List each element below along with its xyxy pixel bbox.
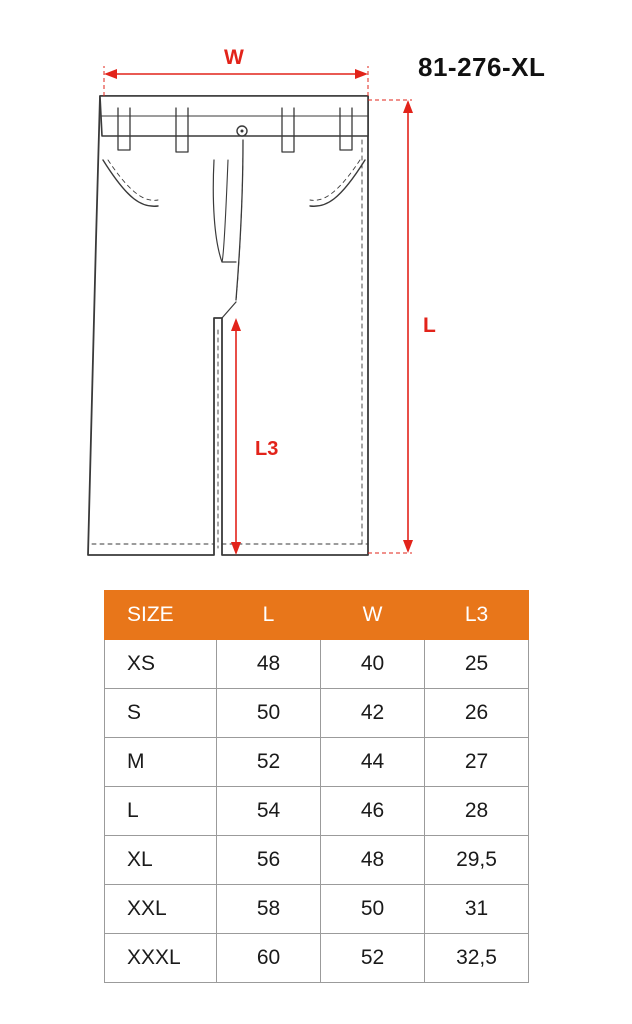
cell-size: XL: [105, 836, 217, 885]
cell-w: 44: [321, 738, 425, 787]
table-row: [105, 689, 529, 738]
cell-size: L: [105, 787, 217, 836]
cell-l3: 27: [425, 738, 529, 787]
cell-l3: 25: [425, 640, 529, 689]
product-code: 81-276-XL: [418, 52, 546, 82]
cell-size: XXL: [105, 885, 217, 934]
cell-l: 54: [217, 787, 321, 836]
arrow-l-bottom: [403, 540, 413, 553]
cell-l3: 31: [425, 885, 529, 934]
dimension-label-l: L: [423, 314, 436, 337]
waist-button-hole: [241, 130, 244, 133]
cell-w: 42: [321, 689, 425, 738]
table-row: [105, 836, 529, 885]
cell-l3: 32,5: [425, 934, 529, 983]
table-header-row: [105, 591, 529, 640]
cell-l3: 29,5: [425, 836, 529, 885]
cell-w: 46: [321, 787, 425, 836]
table-header-size: SIZE: [105, 591, 217, 640]
table-row: [105, 738, 529, 787]
cell-l: 58: [217, 885, 321, 934]
cell-w: 50: [321, 885, 425, 934]
table-header-l3: L3: [425, 591, 529, 640]
arrow-w-right: [355, 69, 368, 79]
dimension-label-w: W: [224, 46, 244, 69]
arrow-l-top: [403, 100, 413, 113]
cell-l3: 28: [425, 787, 529, 836]
table-row: [105, 787, 529, 836]
cell-size: M: [105, 738, 217, 787]
cell-l: 50: [217, 689, 321, 738]
cell-l: 52: [217, 738, 321, 787]
cell-size: XXXL: [105, 934, 217, 983]
table-header-l: L: [217, 591, 321, 640]
cell-l: 48: [217, 640, 321, 689]
arrow-w-left: [104, 69, 117, 79]
cell-l: 56: [217, 836, 321, 885]
size-table: [104, 590, 529, 983]
cell-w: 40: [321, 640, 425, 689]
cell-l: 60: [217, 934, 321, 983]
table-row: [105, 934, 529, 983]
table-row: [105, 640, 529, 689]
cell-size: S: [105, 689, 217, 738]
cell-size: XS: [105, 640, 217, 689]
cell-w: 52: [321, 934, 425, 983]
cell-w: 48: [321, 836, 425, 885]
dimension-label-l3: L3: [255, 438, 279, 460]
cell-l3: 26: [425, 689, 529, 738]
table-row: [105, 885, 529, 934]
table-header-w: W: [321, 591, 425, 640]
